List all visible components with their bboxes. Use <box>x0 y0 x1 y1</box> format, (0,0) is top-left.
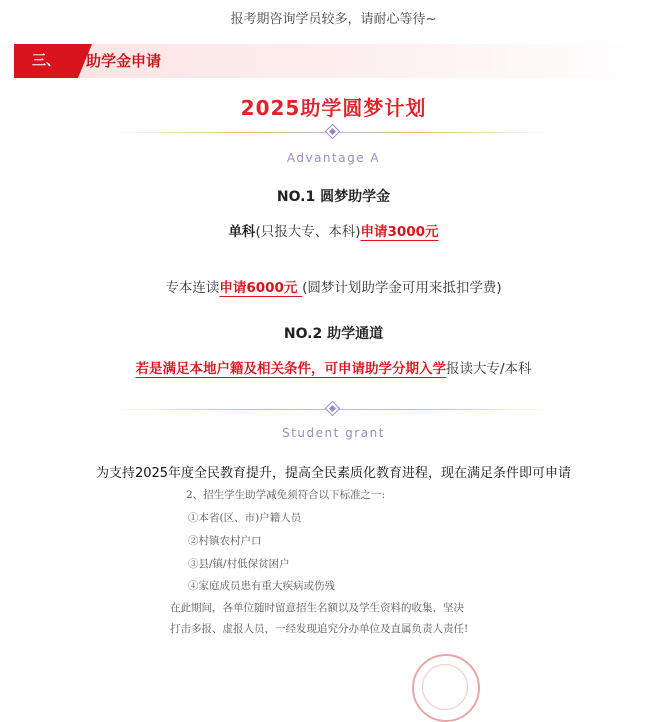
notice-text: 报考期咨询学员较多，请耐心等待~ <box>230 12 437 27</box>
student-grant-label: Student grant <box>282 426 385 440</box>
main-title: 2025助学圆梦计划 <box>240 96 427 120</box>
advantage-label: Advantage A <box>286 151 381 165</box>
criteria-note: 在此期间，各单位随时留意招生名额以及学生资料的收集，坚决 <box>170 602 464 614</box>
no2-line-suffix: 报读大专/本科 <box>445 361 532 377</box>
criteria-item: ①本省(区、市)户籍人员 <box>188 512 302 524</box>
diamond-icon <box>325 401 341 417</box>
no1-line2 <box>0 276 667 296</box>
no2-line <box>0 357 667 377</box>
no1-line1-amount: 申请3000元 <box>360 224 439 240</box>
criteria-item: ③县/镇/村低保贫困户 <box>188 558 290 570</box>
diamond-icon <box>325 124 341 140</box>
no1-line2-prefix: 专本连读 <box>165 280 220 296</box>
no2-title: NO.2 助学通道 <box>283 326 384 342</box>
no1-title: NO.1 圆梦助学金 <box>276 189 391 205</box>
criteria-heading: 2、招生学生助学减免须符合以下标准之一: <box>186 489 386 501</box>
no1-line2-suffix: (圆梦计划助学金可用来抵扣学费) <box>302 280 502 296</box>
no2-line-highlight: 若是满足本地户籍及相关条件，可申请助学分期入学 <box>135 361 446 377</box>
criteria-item: ④家庭成员患有重大疾病或伤残 <box>188 580 335 592</box>
section-index: 三、 <box>14 44 78 78</box>
no1-line1 <box>0 220 667 240</box>
seal-stamp-icon <box>412 654 480 722</box>
no1-line1-mid: (只报大专、本科) <box>255 224 361 240</box>
no1-line1-prefix: 单科 <box>228 224 256 240</box>
section-header <box>14 44 654 78</box>
criteria-note: 打击多报、虚报人员，一经发现追究分办单位及直属负责人责任! <box>170 623 469 635</box>
section-title: 助学金申请 <box>86 52 162 70</box>
no1-line2-amount: 申请6000元 <box>219 280 303 296</box>
criteria-item: ②村镇农村户口 <box>188 535 262 547</box>
support-statement: 为支持2025年度全民教育提升，提高全民素质化教育进程，现在满足条件即可申请 <box>95 466 572 481</box>
